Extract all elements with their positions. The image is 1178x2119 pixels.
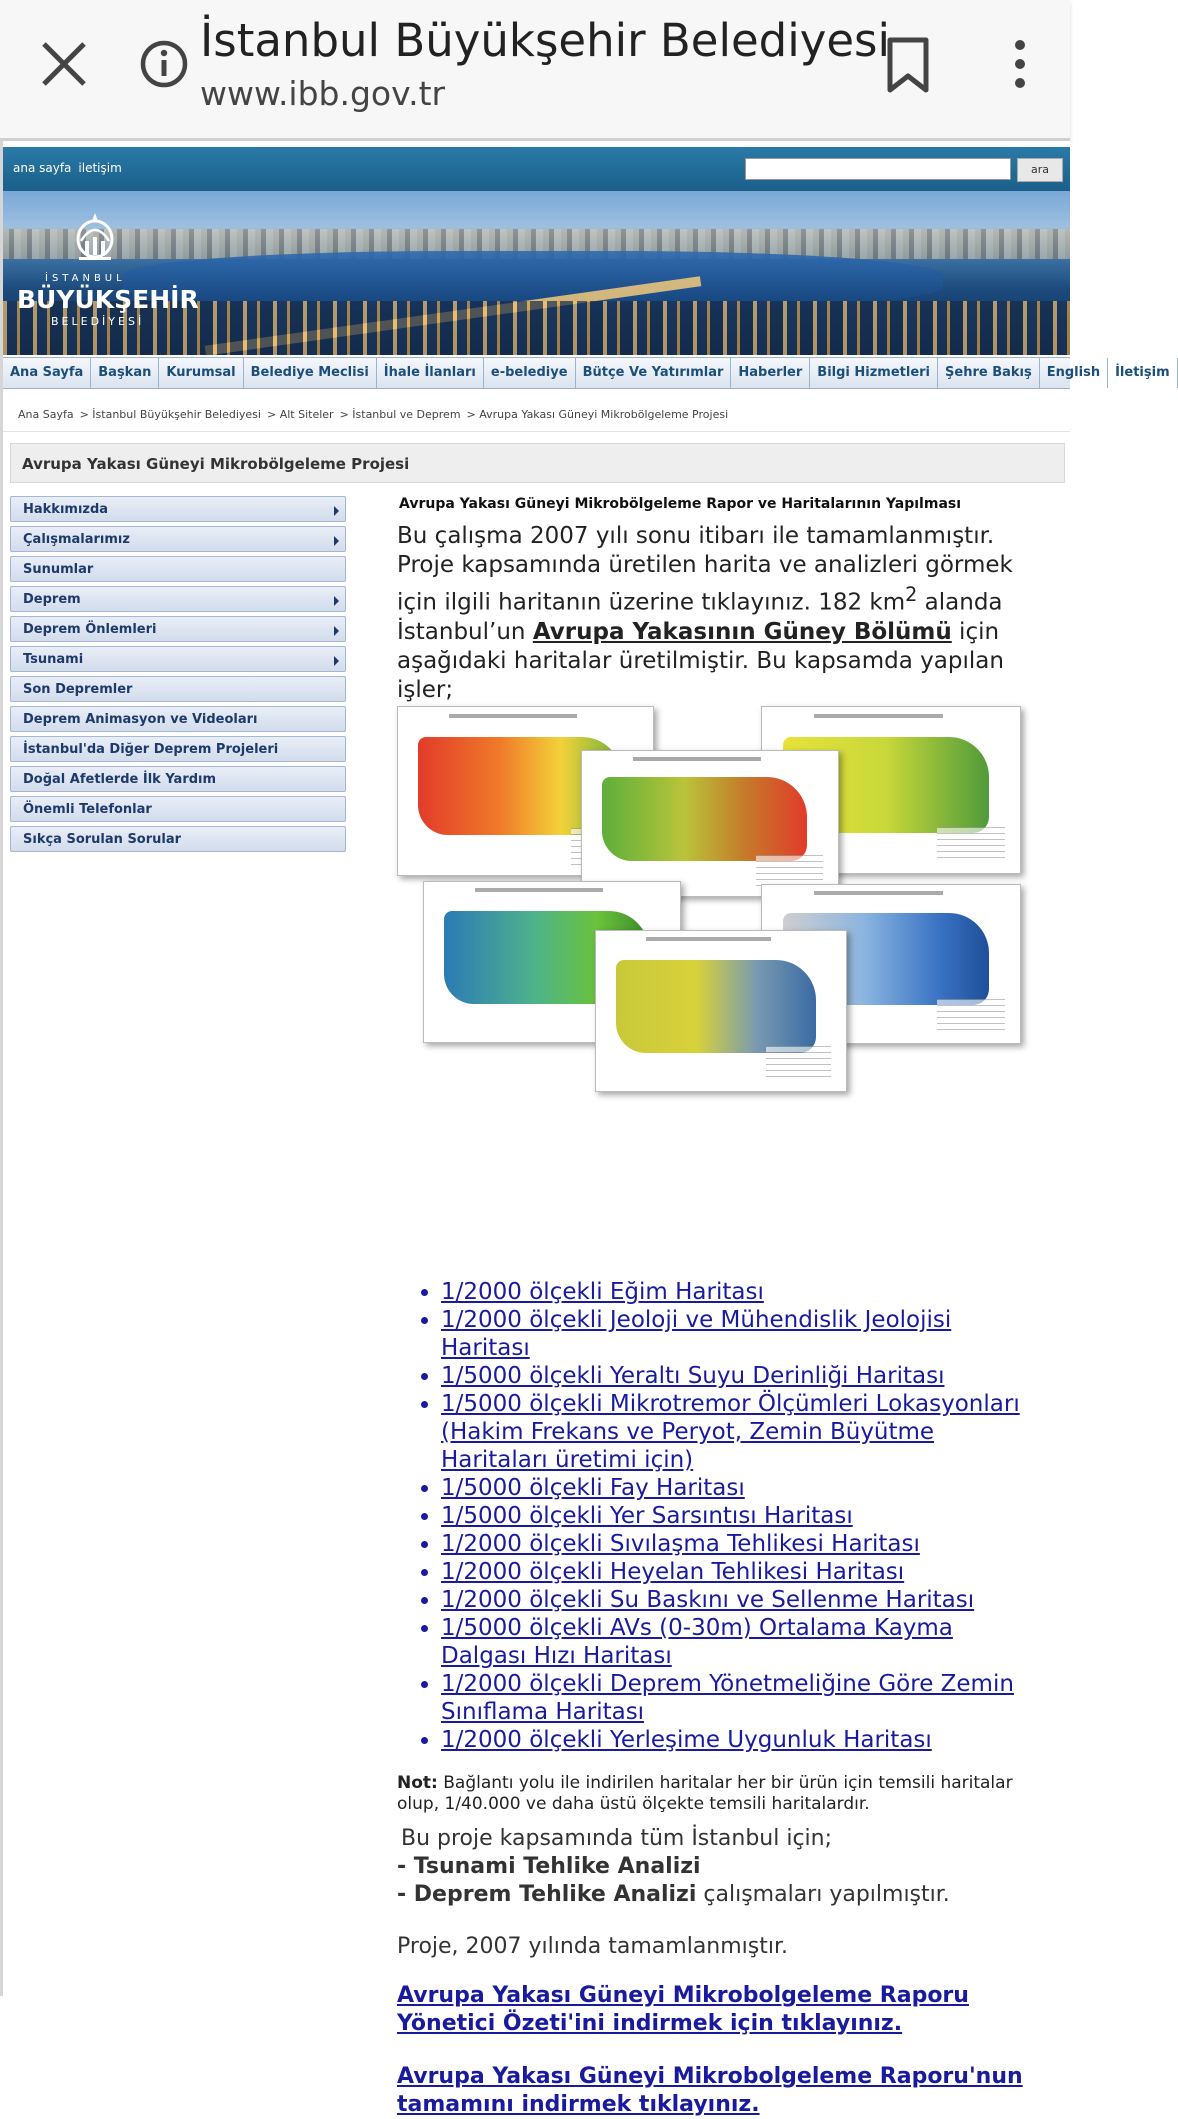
nav-iletisim[interactable]: İletişim (1108, 358, 1178, 388)
logo-text-bottom: BELEDİYESİ (51, 315, 145, 328)
intro-text-b: alanda İstanbul’un (397, 589, 1003, 645)
content-subheading: Avrupa Yakası Güneyi Mikrobölgeleme Rapor ve Haritalarının Yapılması (399, 496, 962, 512)
sidebar-item-label: Çalışmalarımız (23, 532, 130, 547)
map-legend (756, 855, 823, 887)
toplink-home[interactable]: ana sayfa (13, 161, 72, 175)
section-title: Avrupa Yakası Güneyi Mikrobölgeleme Projesi (10, 443, 1065, 483)
list-item (441, 1726, 1041, 1754)
sidebar-item-tsunami[interactable] (10, 646, 346, 672)
map-link[interactable]: 1/5000 ölçekli Yer Sarsıntısı Haritası (441, 1503, 853, 1529)
project-scope-text: Bu proje kapsamında tüm İstanbul için; (401, 1826, 833, 1851)
map-header-line (633, 757, 761, 761)
sidebar-item-animasyon[interactable] (10, 706, 346, 732)
tsunami-analysis-text (397, 1854, 701, 1879)
sidebar-item-deprem-onlemleri[interactable] (10, 616, 346, 642)
sidebar-item-label: Deprem Önlemleri (23, 622, 157, 637)
sidebar-item-label: Doğal Afetlerde İlk Yardım (23, 772, 217, 787)
breadcrumb (18, 408, 734, 421)
breadcrumb-item[interactable]: > İstanbul Büyükşehir Belediyesi (79, 408, 261, 421)
map-link[interactable]: 1/5000 ölçekli Mikrotremor Ölçümleri Lokasyonları (Hakim Frekans ve Peryot, Zemin Büyütme Haritaları üretimi için) (441, 1391, 1020, 1473)
list-item (441, 1502, 1041, 1530)
list-item (441, 1670, 1041, 1726)
map-legend (937, 999, 1004, 1034)
map-link[interactable]: 1/2000 ölçekli Jeoloji ve Mühendislik Jeolojisi Haritası (441, 1307, 952, 1361)
nav-haberler[interactable]: Haberler (731, 358, 810, 388)
map-link[interactable]: 1/5000 ölçekli Yeraltı Suyu Derinliği Haritası (441, 1363, 945, 1389)
earthquake-analysis-text (397, 1882, 950, 1907)
chevron-right-icon (334, 506, 339, 516)
map-link[interactable]: 1/2000 ölçekli Heyelan Tehlikesi Haritası (441, 1559, 905, 1585)
web-page (0, 141, 1170, 2117)
sidebar-menu (10, 496, 346, 856)
sidebar-item-label: Deprem Animasyon ve Videoları (23, 712, 258, 727)
note-paragraph (397, 1773, 1037, 1815)
list-item (441, 1558, 1041, 1586)
map-thumb-landslide[interactable] (595, 930, 847, 1092)
map-link[interactable]: 1/2000 ölçekli Yerleşime Uygunluk Haritası (441, 1727, 932, 1753)
list-item (441, 1586, 1041, 1614)
download-summary-link[interactable]: Avrupa Yakası Güneyi Mikrobolgeleme Raporu Yönetici Özeti'ini indirmek için tıklayınız. (397, 1983, 969, 2036)
close-icon[interactable] (36, 36, 92, 92)
toplink-contact[interactable]: iletişim (78, 161, 122, 175)
sidebar-item-sss[interactable] (10, 826, 346, 852)
sidebar-item-label: Son Depremler (23, 682, 133, 697)
logo-text-top: İSTANBUL (45, 273, 126, 284)
sidebar-item-label: Önemli Telefonlar (23, 802, 152, 817)
map-header-line (814, 714, 943, 718)
sidebar-item-telefonlar[interactable] (10, 796, 346, 822)
map-link[interactable]: 1/2000 ölçekli Deprem Yönetmeliğine Göre Zemin Sınıflama Haritası (441, 1671, 1014, 1725)
intro-text-a: Bu çalışma 2007 yılı sonu itibarı ile tamamlanmıştır. Proje kapsamında üretilen harita ve analizleri görmek için ilgili haritanın üzerine tıklayınız. 182 km (397, 523, 1013, 616)
search-button[interactable]: ara (1017, 158, 1063, 182)
map-legend (766, 1046, 831, 1081)
list-item (441, 1278, 1041, 1306)
map-link[interactable]: 1/2000 ölçekli Eğim Haritası (441, 1279, 764, 1305)
nav-belediye-meclisi[interactable]: Belediye Meclisi (244, 358, 377, 388)
download-full-report-link[interactable]: Avrupa Yakası Güneyi Mikrobolgeleme Raporu'nun tamamını indirmek tıklayınız. (397, 2064, 1023, 2117)
tsunami-analysis-label: - Tsunami Tehlike Analizi (397, 1854, 701, 1879)
sidebar-item-deprem[interactable] (10, 586, 346, 612)
nav-ihale-ilanlari[interactable]: İhale İlanları (377, 358, 484, 388)
map-thumb-geology[interactable] (581, 750, 839, 897)
main-nav (3, 357, 1170, 389)
nav-baskan[interactable]: Başkan (91, 358, 159, 388)
sidebar-item-sunumlar[interactable] (10, 556, 346, 582)
page-title-bar: İstanbul Büyükşehir Belediyesi (200, 14, 890, 67)
map-links-list (441, 1278, 1041, 1754)
nav-e-belediye[interactable]: e-belediye (484, 358, 576, 388)
map-link[interactable]: 1/5000 ölçekli AVs (0-30m) Ortalama Kayma Dalgası Hızı Haritası (441, 1615, 953, 1669)
nav-sehre-bakis[interactable]: Şehre Bakış (938, 358, 1040, 388)
earthquake-analysis-rest: çalışmaları yapılmıştır. (696, 1882, 950, 1907)
bookmark-icon[interactable] (882, 36, 934, 94)
chevron-right-icon (334, 656, 339, 666)
breadcrumb-item[interactable]: > İstanbul ve Deprem (339, 408, 461, 421)
intro-sup: 2 (905, 583, 918, 606)
breadcrumb-current: > Avrupa Yakası Güneyi Mikrobölgeleme Projesi (466, 408, 729, 421)
sidebar-item-hakkimizda[interactable] (10, 496, 346, 522)
sidebar-item-label: Tsunami (23, 652, 84, 667)
sidebar-item-diger-projeler[interactable] (10, 736, 346, 762)
breadcrumb-item[interactable]: > Alt Siteler (266, 408, 334, 421)
map-land (616, 960, 816, 1053)
nav-english[interactable]: English (1040, 358, 1108, 388)
nav-kurumsal[interactable]: Kurumsal (159, 358, 243, 388)
intro-paragraph (397, 522, 1037, 705)
divider (3, 431, 1070, 432)
top-links (13, 161, 129, 175)
nav-ana-sayfa[interactable]: Ana Sayfa (3, 358, 91, 388)
nav-butce[interactable]: Bütçe Ve Yatırımlar (576, 358, 732, 388)
list-item (441, 1614, 1041, 1670)
site-header-bar (3, 147, 1070, 191)
map-header-line (814, 891, 943, 895)
browser-toolbar (0, 0, 1070, 141)
note-label: Not: (397, 1773, 438, 1793)
map-header-line (449, 714, 577, 718)
chevron-right-icon (334, 596, 339, 606)
map-legend (937, 827, 1004, 864)
breadcrumb-item[interactable]: Ana Sayfa (18, 408, 74, 421)
logo-text-main: BÜYÜKŞEHİR (17, 285, 199, 314)
sidebar-item-label: Hakkımızda (23, 502, 109, 517)
list-item (441, 1306, 1041, 1362)
map-link[interactable]: 1/5000 ölçekli Fay Haritası (441, 1475, 745, 1501)
sidebar-item-son-depremler[interactable] (10, 676, 346, 702)
map-collage[interactable] (397, 706, 1027, 1091)
map-header-line (646, 937, 771, 941)
note-text: Bağlantı yolu ile indirilen haritalar her bir ürün için temsili haritalar olup, 1/40.000 ve daha üstü ölçekte temsili haritalardır. (397, 1773, 1013, 1814)
chevron-right-icon (334, 536, 339, 546)
header-banner (3, 191, 1070, 355)
list-item (441, 1530, 1041, 1558)
sidebar-item-label: Deprem (23, 592, 81, 607)
sidebar-item-calismalarimiz[interactable] (10, 526, 346, 552)
map-link[interactable]: 1/2000 ölçekli Sıvılaşma Tehlikesi Haritası (441, 1531, 920, 1557)
intro-text-c: için aşağıdaki haritalar üretilmiştir. Bu kapsamda yapılan işler; (397, 618, 1004, 703)
sidebar-item-label: Sıkça Sorulan Sorular (23, 832, 182, 847)
nav-bilgi-hizmetleri[interactable]: Bilgi Hizmetleri (810, 358, 938, 388)
map-header-line (475, 888, 603, 892)
map-link[interactable]: 1/2000 ölçekli Su Baskını ve Sellenme Haritası (441, 1587, 975, 1613)
list-item (441, 1390, 1041, 1474)
sidebar-item-label: Sunumlar (23, 562, 94, 577)
more-menu-icon[interactable] (1000, 38, 1040, 90)
completion-text: Proje, 2007 yılında tamamlanmıştır. (397, 1934, 789, 1959)
url-text[interactable]: www.ibb.gov.tr (200, 74, 446, 113)
ibb-emblem-icon (71, 211, 119, 273)
sidebar-item-ilk-yardim[interactable] (10, 766, 346, 792)
info-icon[interactable] (138, 38, 190, 90)
chevron-right-icon (334, 626, 339, 636)
intro-bold-link[interactable]: Avrupa Yakasının Güney Bölümü (532, 618, 952, 645)
map-land (602, 777, 807, 861)
ibb-logo[interactable] (15, 211, 199, 341)
search-input[interactable] (745, 158, 1011, 180)
earthquake-analysis-label: - Deprem Tehlike Analizi (397, 1882, 697, 1907)
list-item (441, 1362, 1041, 1390)
sidebar-item-label: İstanbul'da Diğer Deprem Projeleri (23, 742, 279, 757)
list-item (441, 1474, 1041, 1502)
